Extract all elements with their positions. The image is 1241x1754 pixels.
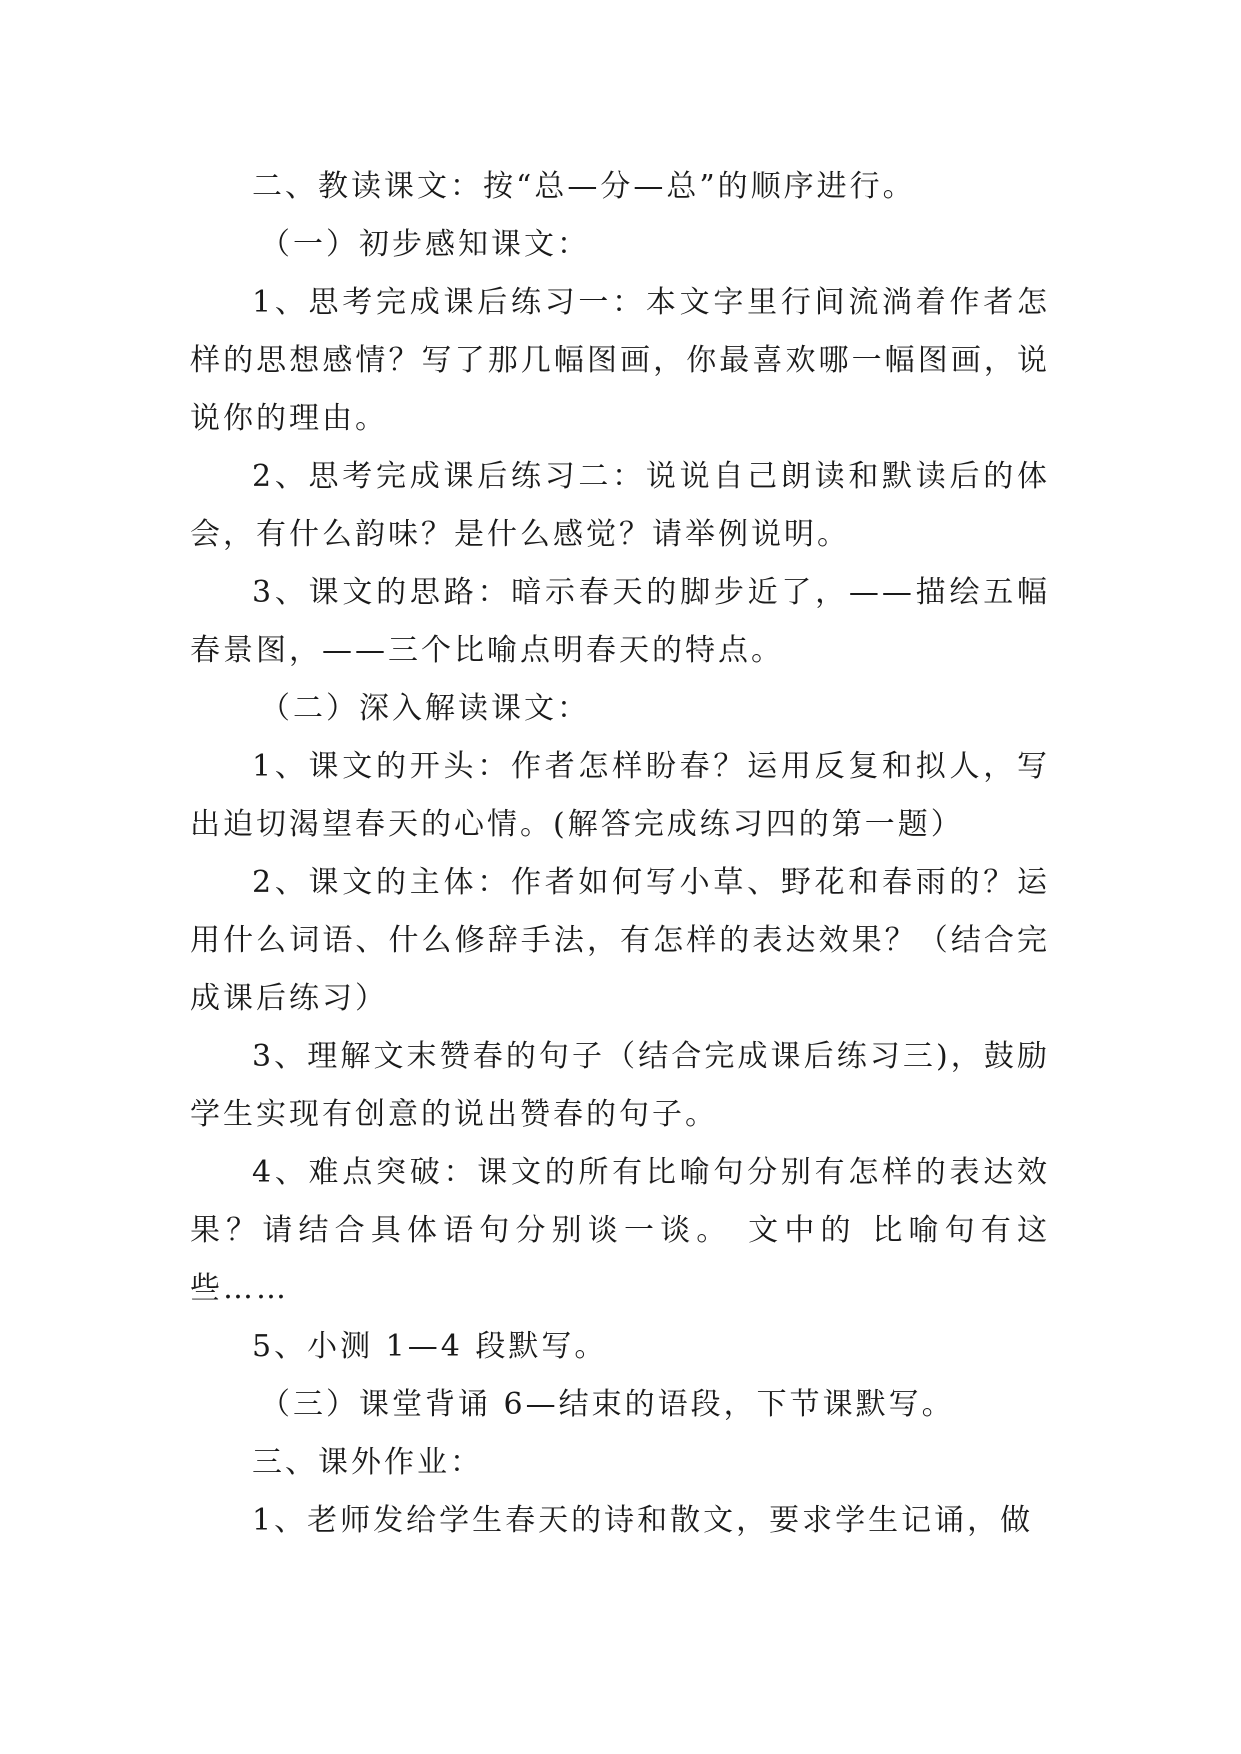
list-item: 1、老师发给学生春天的诗和散文，要求学生记诵，做 xyxy=(252,1503,1034,1538)
document-body xyxy=(190,158,1050,1550)
list-item: 1、课文的开头：作者怎样盼春？运用反复和拟人，写出迫切渴望春天的心情。(解答完成练习四的第一题） xyxy=(190,749,1050,842)
subsection-heading-one: （一）初步感知课文： xyxy=(260,227,590,262)
list-item: 2、课文的主体：作者如何写小草、野花和春雨的？运用什么词语、什么修辞手法，有怎样的表达效果？（结合完成课后练习） xyxy=(190,865,1050,1016)
list-item: 1、思考完成课后练习一：本文字里行间流淌着作者怎样的思想感情？写了那几幅图画，你最喜欢哪一幅图画，说说你的理由。 xyxy=(190,285,1050,436)
list-item: 2、思考完成课后练习二：说说自己朗读和默读后的体会，有什么韵味？是什么感觉？请举例说明。 xyxy=(190,459,1050,552)
subsection-heading-three: （三）课堂背诵 6—结束的语段，下节课默写。 xyxy=(260,1387,955,1422)
list-item: 4、难点突破：课文的所有比喻句分别有怎样的表达效果？请结合具体语句分别谈一谈。 文中的 比喻句有这些…… xyxy=(190,1155,1050,1306)
list-item: 3、课文的思路：暗示春天的脚步近了，——描绘五幅春景图，——三个比喻点明春天的特点。 xyxy=(190,575,1050,668)
list-item: 3、理解文末赞春的句子（结合完成课后练习三)，鼓励学生实现有创意的说出赞春的句子。 xyxy=(190,1039,1050,1132)
section-heading-three: 三、课外作业： xyxy=(252,1445,483,1480)
subsection-heading-two: （二）深入解读课文： xyxy=(260,691,590,726)
section-heading-two: 二、教读课文：按“总—分—总”的顺序进行。 xyxy=(252,169,916,204)
list-item: 5、小测 1—4 段默写。 xyxy=(252,1329,608,1364)
